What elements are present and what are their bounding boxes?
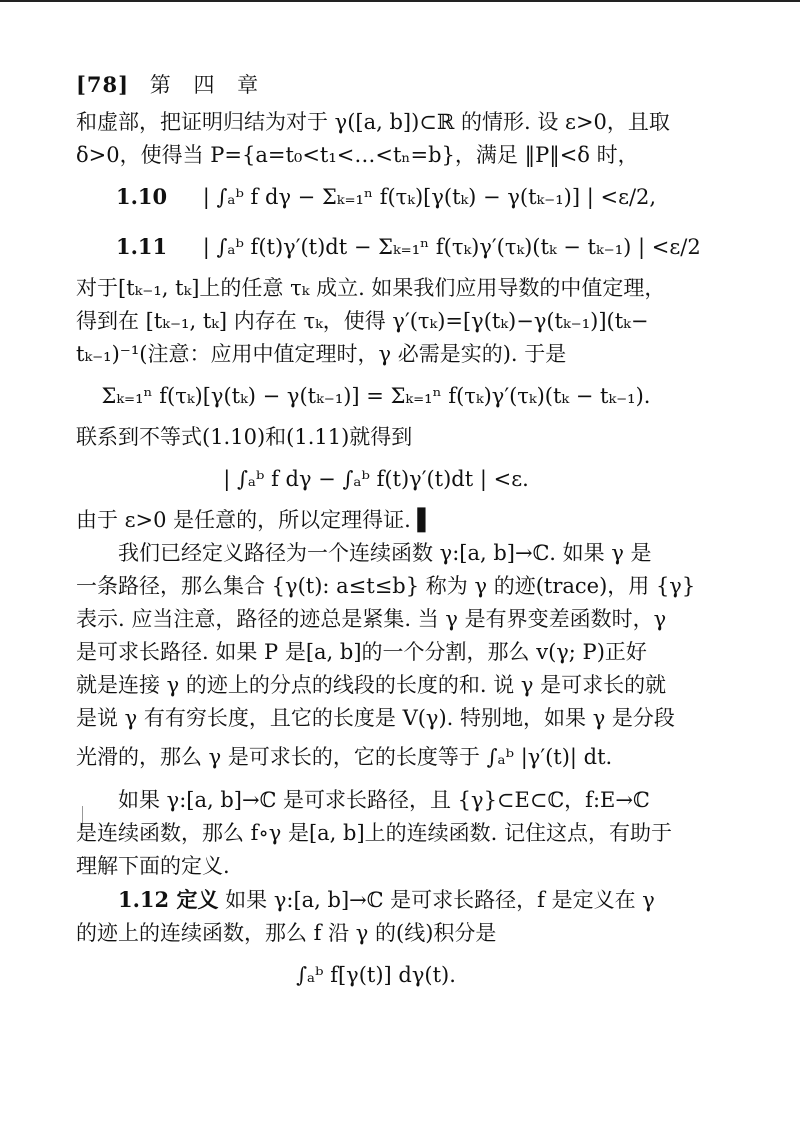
equation-body: | ∫ₐᵇ f(t)γ′(t)dt − Σₖ₌₁ⁿ f(τₖ)γ′(τₖ)(tₖ − tₖ₋₁) | <ε/2 [202, 235, 701, 259]
equation-1-11 [76, 232, 701, 262]
text-line: 是连续函数，那么 f∘γ 是[a, b]上的连续函数. 记住这点，有助于 [76, 821, 673, 845]
chapter-title: 第 四 章 [149, 73, 267, 97]
equation-label: 1.11 [116, 234, 168, 259]
page-header [76, 70, 676, 100]
equation-1-10 [76, 182, 676, 212]
text-line: 光滑的，那么 γ 是可求长的，它的长度等于 ∫ₐᵇ |γ′(t)| dt. [76, 745, 613, 769]
text-line: 理解下面的定义. [76, 854, 230, 878]
equation-label: 1.10 [116, 184, 168, 209]
page-number: [78] [76, 72, 130, 97]
text-line: 就是连接 γ 的迹上的分点的线段的长度的和. 说 γ 是可求长的就 [76, 673, 667, 697]
text-line: 是说 γ 有有穷长度，且它的长度是 V(γ). 特别地，如果 γ 是分段 [76, 706, 675, 730]
equation-definition: ∫ₐᵇ f[γ(t)] dγ(t). [296, 963, 456, 987]
text-line: 如果 γ:[a, b]→ℂ 是可求长路径，且 {γ}⊂E⊂ℂ，f:E→ℂ [118, 788, 650, 812]
text-line: 是可求长路径. 如果 P 是[a, b]的一个分割，那么 v(γ; P)正好 [76, 640, 647, 664]
text-line: 一条路径，那么集合 {γ(t): a≤t≤b} 称为 γ 的迹(trace)，用 {γ} [76, 574, 696, 598]
page-body [76, 70, 701, 990]
text-line: 的迹上的连续函数，那么 f 沿 γ 的(线)积分是 [76, 921, 497, 945]
text-line: 表示. 应当注意，路径的迹总是紧集. 当 γ 是有界变差函数时，γ [76, 607, 667, 631]
text-line: 我们已经定义路径为一个连续函数 γ:[a, b]→ℂ. 如果 γ 是 [118, 541, 652, 565]
text-line: δ>0，使得当 P={a=t₀<t₁<…<tₙ=b}，满足 ‖P‖<δ 时， [76, 143, 639, 167]
text-line: 联系到不等式(1.10)和(1.11)就得到 [76, 425, 413, 449]
equation-sum: Σₖ₌₁ⁿ f(τₖ)[γ(tₖ) − γ(tₖ₋₁)] = Σₖ₌₁ⁿ f(τₖ)γ′(τₖ)(tₖ − tₖ₋₁). [101, 384, 651, 408]
text-line: 对于[tₖ₋₁, tₖ]上的任意 τₖ 成立. 如果我们应用导数的中值定理， [76, 276, 666, 300]
text-line: 由于 ε>0 是任意的，所以定理得证. ▌ [76, 508, 434, 532]
text-line: tₖ₋₁)⁻¹(注意：应用中值定理时，γ 必需是实的). 于是 [76, 342, 567, 366]
equation-final: | ∫ₐᵇ f dγ − ∫ₐᵇ f(t)γ′(t)dt | <ε. [223, 467, 529, 491]
text-line: 和虚部，把证明归结为对于 γ([a, b])⊂ℝ 的情形. 设 ε>0，且取 [76, 110, 670, 134]
equation-body: | ∫ₐᵇ f dγ − Σₖ₌₁ⁿ f(τₖ)[γ(tₖ) − γ(tₖ₋₁)] | <ε/2, [202, 185, 657, 209]
top-border [0, 0, 800, 2]
text-line: 得到在 [tₖ₋₁, tₖ] 内存在 τₖ，使得 γ′(τₖ)=[γ(tₖ)−γ(tₖ₋₁)](tₖ− [76, 309, 649, 333]
definition-label: 1.12 定义 [118, 887, 219, 912]
definition-text: 如果 γ:[a, b]→ℂ 是可求长路径，f 是定义在 γ [225, 888, 655, 912]
definition-line [76, 883, 676, 917]
